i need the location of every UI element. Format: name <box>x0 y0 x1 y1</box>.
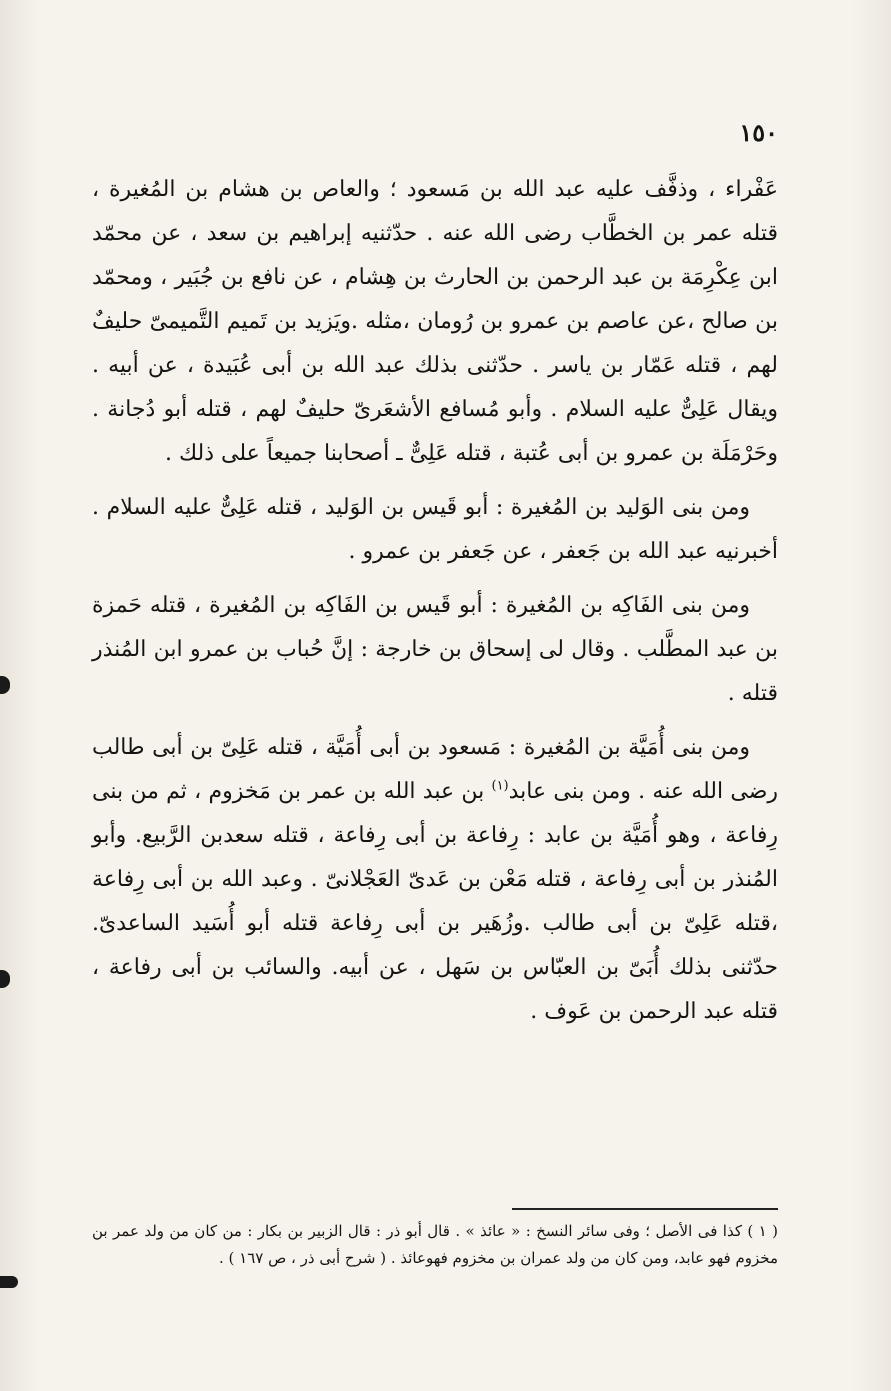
paragraph-4-part-2: بن عبد الله بن عمر بن مَخزوم ، ثم من بنى رِفاعة ، وهو أُمَيَّة بن عابد : رِفاعة بن أبى رِفاعة ، قتله سعدبن الرَّبيع. وأبو المُنذر بن أبى رِفاعة ، قتله مَعْن بن عَدىّ العَجْلانىّ . وعبد الله بن أبى رِفاعة ،قتله عَلِىّ بن أبى طالب .وزُهَير بن أبى رِفاعة قتله أبو أُسَيد الساعدىّ. حدّثنى بذلك أُبَىّ بن العبّاس بن سَهل ، عن أبيه. والسائب بن أبى رفاعة ، قتله عبد الرحمن بن عَوف . <box>92 779 778 1024</box>
margin-mark-icon <box>0 676 10 694</box>
paragraph-4-part-1: ومن بنى أُمَيَّة بن المُغيرة : مَسعود بن أبى أُمَيَّة ، قتله عَلِىّ بن أبى طالب رضى الله عنه . ومن بنى عابد <box>92 735 778 804</box>
paragraph-4 <box>92 726 778 1034</box>
margin-mark-icon <box>0 1276 18 1288</box>
margin-mark-icon <box>0 970 10 988</box>
paragraph-2: ومن بنى الوَليد بن المُغيرة : أبو قَيس بن الوَليد ، قتله عَلِىٌّ عليه السلام . أخبرنيه عبد الله بن جَعفر ، عن جَعفر بن عمرو . <box>92 495 778 564</box>
footnote-divider <box>512 1208 778 1210</box>
footnote: ( ١ ) كذا فى الأصل ؛ وفى سائر النسخ : « عائذ » . قال أبو ذر : قال الزبير بن بكار : من كان من ولد عمر بن مخزوم فهو عابد، ومن كان من ولد عمران بن مخزوم فهوعائذ . ( شرح أبى ذر ، ص ١٦٧ ) . <box>92 1222 779 1267</box>
footnote-marker: (١) <box>491 778 509 794</box>
main-text <box>92 168 778 1044</box>
paragraph-3: ومن بنى الفَاكِه بن المُغيرة : أبو قَيس بن الفَاكِه بن المُغيرة ، قتله حَمزة بن عبد المطَّلب . وقال لى إسحاق بن خارجة : إنَّ حُباب بن عمرو ابن المُنذر قتله . <box>92 593 778 706</box>
paragraph-1: عَفْراء ، وذفَّف عليه عبد الله بن مَسعود ؛ والعاص بن هشام بن المُغيرة ، قتله عمر بن الخطَّاب رضى الله عنه . حدّثنيه إبراهيم بن سعد ، عن محمّد ابن عِكْرِمَة بن عبد الرحمن بن الحارث بن هِشام ، عن نافع بن جُبَير ، ومحمّد بن صالح ،عن عاصم بن عمرو بن رُومان ،مثله .ويَزيد بن تَميم التَّميمىّ حليفٌ لهم ، قتله عَمّار بن ياسر . حدّثنى بذلك عبد الله بن أبى عُبَيدة ، عن أبيه . ويقال عَلِىٌّ عليه السلام . وأبو مُسافع الأشعَرىّ حليفٌ لهم ، قتله أبو دُجانة . وحَرْمَلَة بن عمرو بن أبى عُتبة ، قتله عَلِىٌّ ـ أصحابنا جميعاً على ذلك . <box>92 177 778 466</box>
page-number: ١٥٠ <box>739 118 778 147</box>
